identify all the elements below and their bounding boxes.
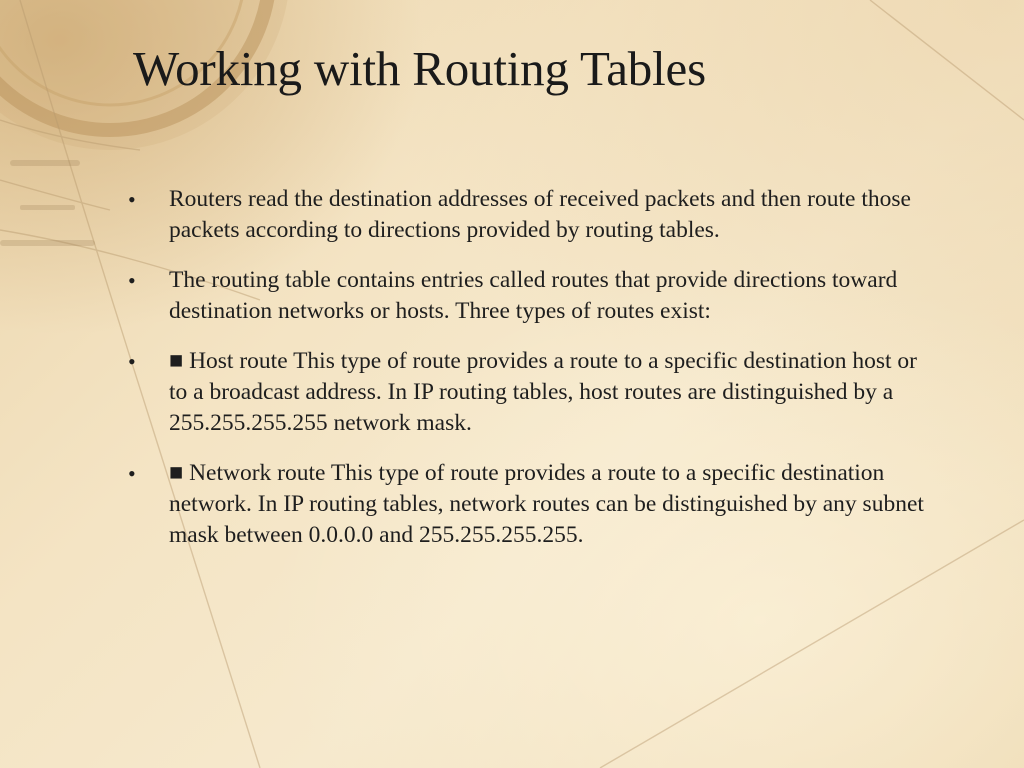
bullet-dot: • <box>128 268 136 293</box>
bullet-text: ■ Host route This type of route provides a route to a specific destination host or to a broadcast address. In IP routing tables, host routes are distinguished by a 255.255.255.255 network mask. <box>169 348 917 436</box>
bullet-item <box>128 346 928 439</box>
bullet-dot: • <box>128 187 136 212</box>
bullet-item <box>128 265 928 327</box>
bullet-dot: • <box>128 461 136 486</box>
bullet-text: Routers read the destination addresses of received packets and then route those packets according to directions provided by routing tables. <box>169 186 911 243</box>
slide-title: Working with Routing Tables <box>133 41 706 96</box>
bullet-item <box>128 458 928 551</box>
bullet-list <box>128 184 928 570</box>
bullet-text: ■ Network route This type of route provides a route to a specific destination network. In IP routing tables, network routes can be distinguished by any subnet mask between 0.0.0.0 and 255.255.255.255. <box>169 460 924 548</box>
bullet-item <box>128 184 928 246</box>
bullet-text: The routing table contains entries called routes that provide directions toward destination networks or hosts. Three types of routes exist: <box>169 267 898 324</box>
bullet-dot: • <box>128 349 136 374</box>
